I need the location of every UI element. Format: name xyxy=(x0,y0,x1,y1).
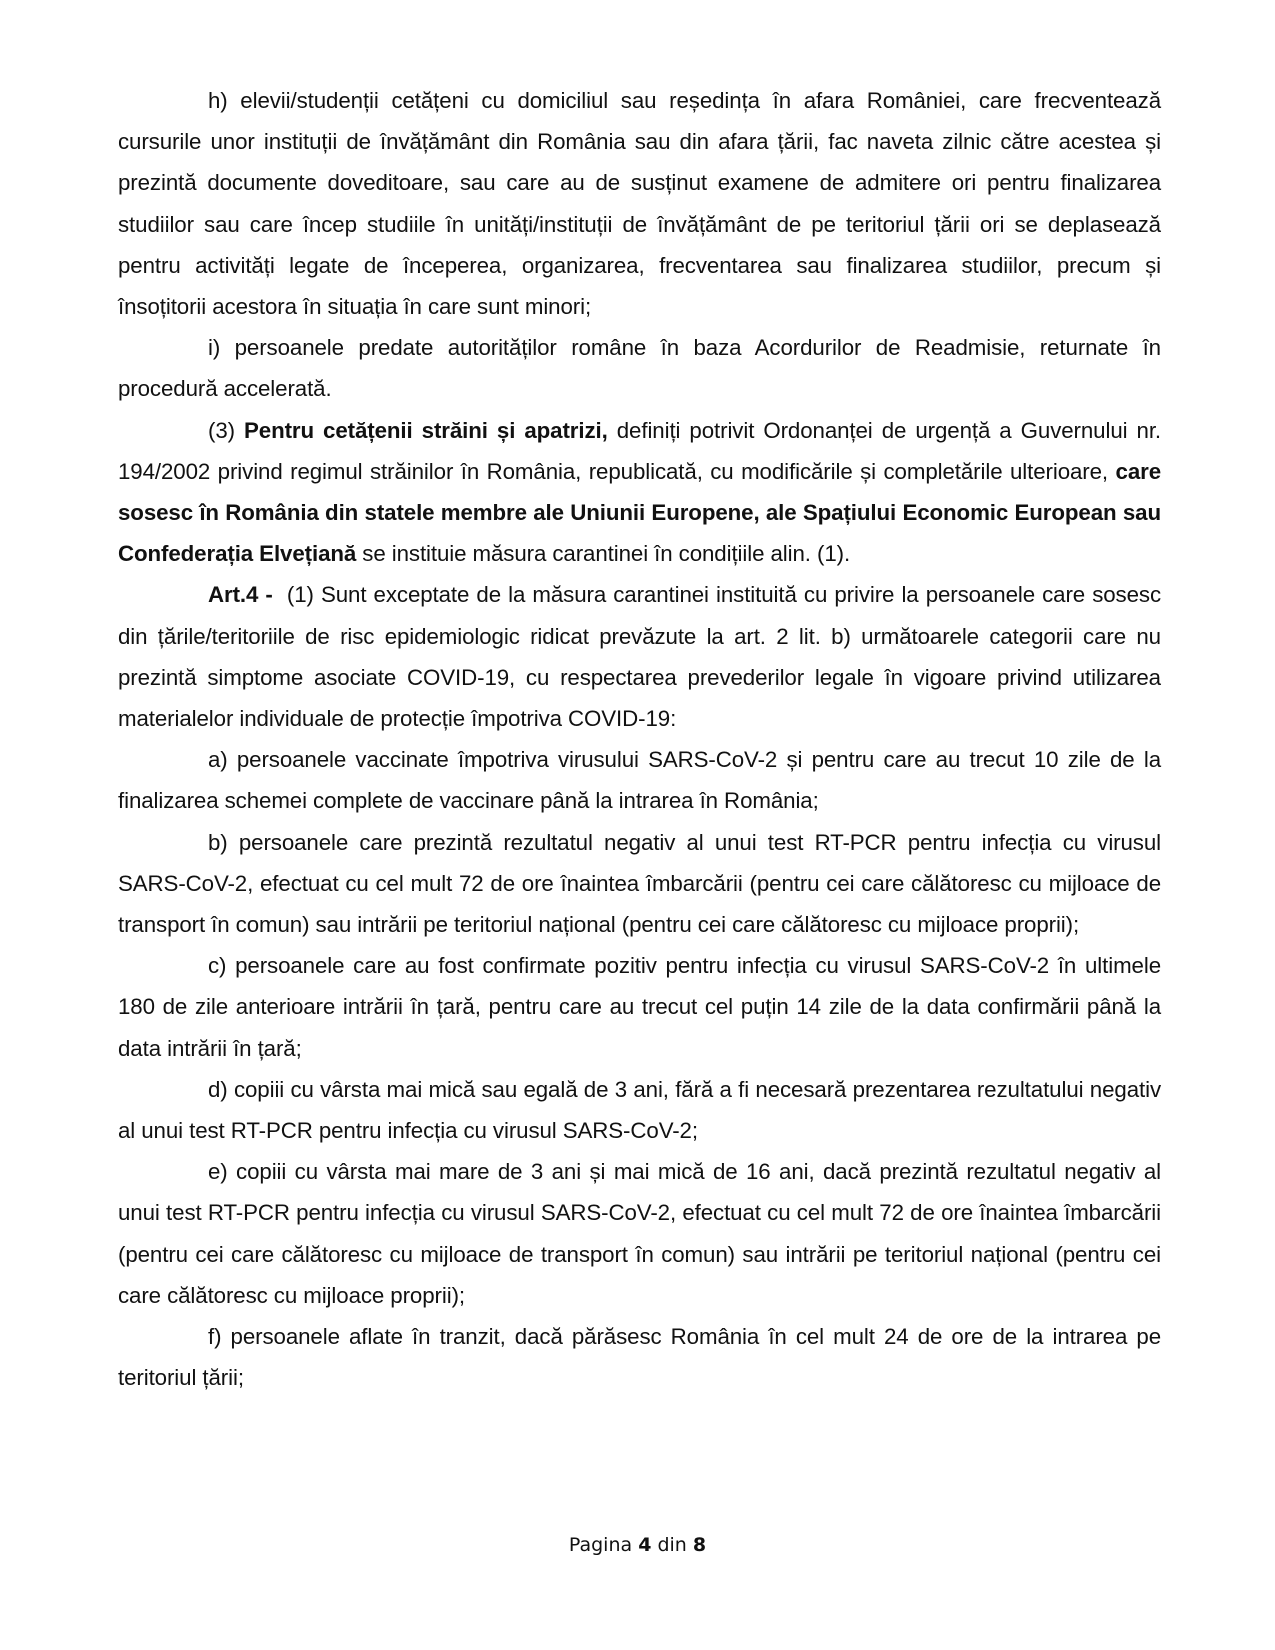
footer-total-pages: 8 xyxy=(692,1534,707,1556)
paragraph-3-prefix: (3) xyxy=(208,417,244,443)
paragraph-3-text-2: se instituie măsura carantinei în condițiile alin. (1). xyxy=(356,541,851,567)
article-4 xyxy=(118,574,1168,739)
footer-page-number: 4 xyxy=(638,1534,652,1556)
document-body xyxy=(118,80,1168,1399)
paragraph-i: i) persoanele predate autorităților române în baza Acordurilor de Readmisie, returnate în procedură accelerată. xyxy=(118,335,1161,402)
article-4-text: (1) Sunt exceptate de la măsura carantinei instituită cu privire la persoanele care sosesc din țările/teritoriile de risc epidemiologic ridicat prevăzute la art. 2 lit. b) următoarele categorii care nu prezintă simptome asociate COVID-19, cu respectarea prevederilor legale în vigoare privind utilizarea materialelor individuale de protecție împotriva COVID-19: xyxy=(118,582,1168,732)
paragraph-h: h) elevii/studenții cetățeni cu domiciliul sau reședința în afara României, care frecventează cursurile unor instituții de învățământ din România sau din afara țării, fac naveta zilnic către acestea și prezintă documente doveditoare, sau care au de susținut examene de admitere ori pentru finalizarea studiilor sau care încep studiile în unități/instituții de învățământ de pe teritoriul țării ori se deplasează pentru activități legate de începerea, organizarea, frecventarea sau finalizarea studiilor, precum și însoțitorii acestora în situația în care sunt minori; xyxy=(118,88,1161,320)
paragraph-a: a) persoanele vaccinate împotriva virusului SARS-CoV-2 și pentru care au trecut 10 zile de la finalizarea schemei complete de vaccinare până la intrarea în România; xyxy=(118,747,1161,814)
article-4-label: Art.4 - xyxy=(208,582,273,608)
footer-middle: din xyxy=(651,1534,693,1556)
paragraph-f: f) persoanele aflate în tranzit, dacă părăsesc România în cel mult 24 de ore de la intrarea pe teritoriul țării; xyxy=(118,1324,1161,1391)
paragraph-3-bold-1: Pentru cetățenii străini și apatrizi, xyxy=(244,417,608,443)
paragraph-d: d) copiii cu vârsta mai mică sau egală de 3 ani, fără a fi necesară prezentarea rezultatului negativ al unui test RT-PCR pentru infecția cu virusul SARS-CoV-2; xyxy=(118,1076,1161,1144)
page-footer xyxy=(0,1534,1275,1556)
paragraph-c: c) persoanele care au fost confirmate pozitiv pentru infecția cu virusul SARS-CoV-2 în ultimele 180 de zile anterioare intrării în țară, pentru care au trecut cel puțin 14 zile de la data confirmării până la data intrării în țară; xyxy=(118,953,1161,1061)
paragraph-b: b) persoanele care prezintă rezultatul negativ al unui test RT-PCR pentru infecția cu virusul SARS-CoV-2, efectuat cu cel mult 72 de ore înaintea îmbarcării (pentru cei care călătoresc cu mijloace de transport în comun) sau intrării pe teritoriul național (pentru cei care călătoresc cu mijloace proprii); xyxy=(118,829,1161,938)
footer-prefix: Pagina xyxy=(568,1534,639,1556)
paragraph-3 xyxy=(118,410,1161,575)
paragraph-3-bold-2: care sosesc în România din statele membre ale Uniunii Europene, ale Spațiului Economic European sau Confederația Elvețiană xyxy=(118,458,1161,567)
paragraph-e: e) copiii cu vârsta mai mare de 3 ani și mai mică de 16 ani, dacă prezintă rezultatul negativ al unui test RT-PCR pentru infecția cu virusul SARS-CoV-2, efectuat cu cel mult 72 de ore înaintea îmbarcării (pentru cei care călătoresc cu mijloace de transport în comun) sau intrării pe teritoriul național (pentru cei care călătoresc cu mijloace proprii); xyxy=(118,1159,1161,1308)
paragraph-3-text-1: definiți potrivit Ordonanței de urgență a Guvernului nr. 194/2002 privind regimul străinilor în România, republicată, cu modificările și completările ulterioare, xyxy=(118,417,1162,484)
